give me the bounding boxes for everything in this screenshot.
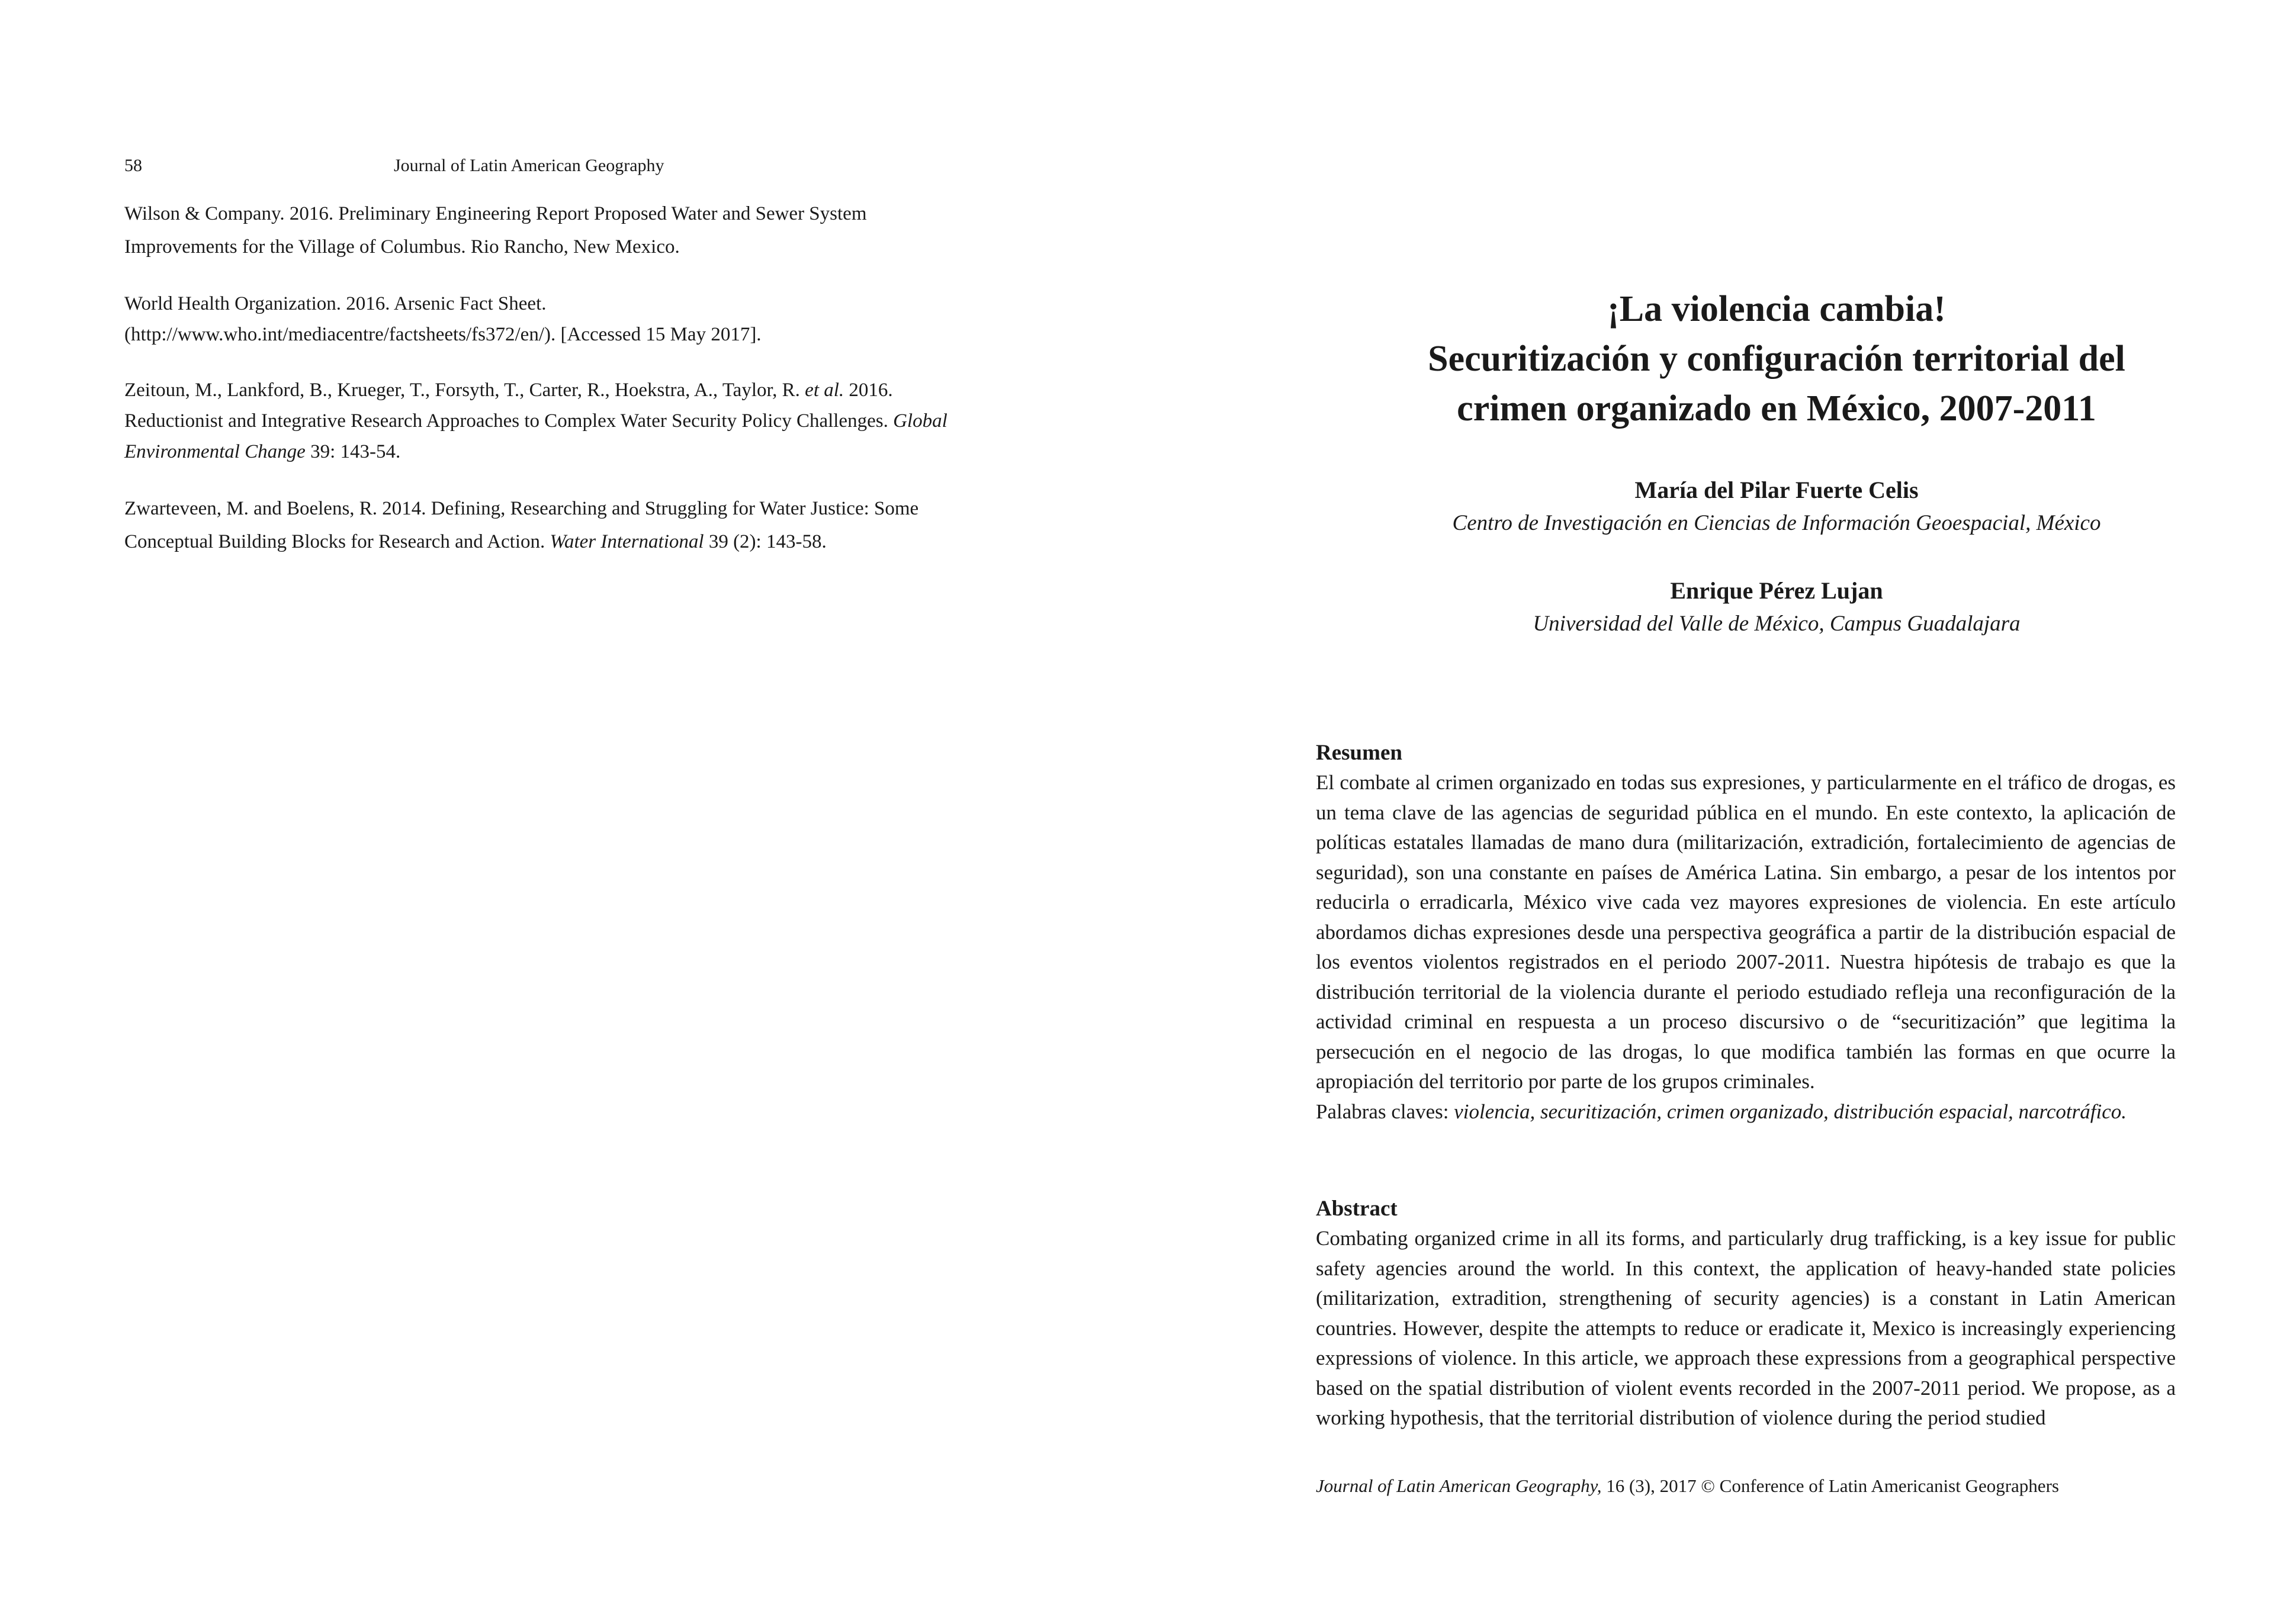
- author-block: [1332, 474, 2221, 540]
- abstract-heading: Abstract: [1316, 1197, 1398, 1221]
- author-affiliation: Centro de Investigación en Ciencias de Información Geoespacial, México: [1452, 511, 2101, 535]
- title-line: Securitización y configuración territorial del: [1428, 339, 2125, 379]
- title-line: ¡La violencia cambia!: [1607, 289, 1946, 329]
- author-name: María del Pilar Fuerte Celis: [1634, 477, 1919, 503]
- keywords-list: violencia, securitización, crimen organizado, distribución espacial, narcotráfico.: [1454, 1099, 2127, 1123]
- article-title: [1332, 284, 2221, 433]
- reference-text: Zwarteveen, M. and Boelens, R. 2014. Defining, Researching and Struggling for Water Justice: Some Conceptual Building Blocks for Research and Action.: [124, 498, 919, 552]
- author-name: Enrique Pérez Lujan: [1670, 577, 1883, 604]
- abstract-section: [1316, 1194, 2176, 1433]
- running-head: [0, 153, 1137, 179]
- page-number: 58: [124, 156, 142, 175]
- reference-etal: et al.: [805, 380, 844, 401]
- keywords: [1316, 1097, 2176, 1127]
- running-head-journal: Journal of Latin American Geography: [394, 156, 664, 175]
- resumen-heading: Resumen: [1316, 741, 1402, 765]
- footer-details: 16 (3), 2017 © Conference of Latin Americanist Geographers: [1601, 1475, 2059, 1496]
- reference-text: Wilson & Company. 2016. Preliminary Engineering Report Proposed Water and Sewer System Improvements for the Village of Columbus. Rio Rancho, New Mexico.: [124, 203, 867, 258]
- author-block: [1332, 574, 2221, 641]
- reference-item: [124, 492, 977, 558]
- reference-text: Zeitoun, M., Lankford, B., Krueger, T., Forsyth, T., Carter, R., Hoekstra, A., Taylor, R.: [124, 380, 805, 401]
- keywords-label: Palabras claves:: [1316, 1099, 1454, 1123]
- reference-item: [124, 375, 977, 467]
- reference-text: World Health Organization. 2016. Arsenic Fact Sheet. (http://www.who.int/mediacentre/factsheets/fs372/en/). [Accessed 15 May 2017].: [124, 293, 762, 345]
- reference-list: [124, 197, 977, 583]
- resumen-body: El combate al crimen organizado en todas sus expresiones, y particularmente en el tráfico de drogas, es un tema clave de las agencias de seguridad pública en el mundo. En este contexto, la aplicación de políticas estatales llamadas de mano dura (militarización, extradición, fortalecimiento de agencias de seguridad), son una constante en países de América Latina. Sin embargo, a pesar de los intentos por reducirla o erradicarla, México vive cada vez mayores expresiones de violencia. En este artículo abordamos dichas expresiones desde una perspectiva geográfica a partir de la distribución espacial de los eventos violentos registrados en el periodo 2007-2011. Nuestra hipótesis de trabajo es que la distribución territorial de la violencia durante el periodo estudiado refleja una reconfiguración de la actividad criminal en respuesta a un proceso discursivo o de “securitización” que legitima la persecución en el negocio de las drogas, lo que modifica también las formas en que ocurre la apropiación del territorio por parte de los grupos criminales.: [1316, 771, 2176, 1093]
- reference-text: 2016. Reductionist and Integrative Research Approaches to Complex Water Security Policy Challenges.: [124, 380, 894, 432]
- reference-text: 39 (2): 143-58.: [704, 531, 827, 552]
- resumen-section: [1316, 738, 2176, 1127]
- reference-journal: Water International: [550, 531, 704, 552]
- footer-citation: [1316, 1473, 2204, 1499]
- title-line: crimen organizado en México, 2007-2011: [1457, 388, 2096, 429]
- reference-item: [124, 288, 977, 350]
- footer-journal: Journal of Latin American Geography,: [1316, 1475, 1602, 1496]
- abstract-body: Combating organized crime in all its forms, and particularly drug trafficking, is a key issue for public safety agencies around the world. In this context, the application of heavy-handed state policies (militarization, extradition, strengthening of security agencies) is a constant in Latin American countries. However, despite the attempts to reduce or eradicate it, Mexico is increasingly experiencing expressions of violence. In this article, we approach these expressions from a geographical perspective based on the spatial distribution of violent events recorded in the 2007-2011 period. We propose, as a working hypothesis, that the territorial distribution of violence during the period studied: [1316, 1227, 2176, 1429]
- reference-journal: Global Environmental Change: [124, 410, 948, 462]
- reference-text: 39: 143-54.: [305, 441, 401, 462]
- reference-item: [124, 197, 977, 263]
- right-page: [1137, 0, 2274, 1624]
- author-affiliation: Universidad del Valle de México, Campus Guadalajara: [1533, 612, 2021, 636]
